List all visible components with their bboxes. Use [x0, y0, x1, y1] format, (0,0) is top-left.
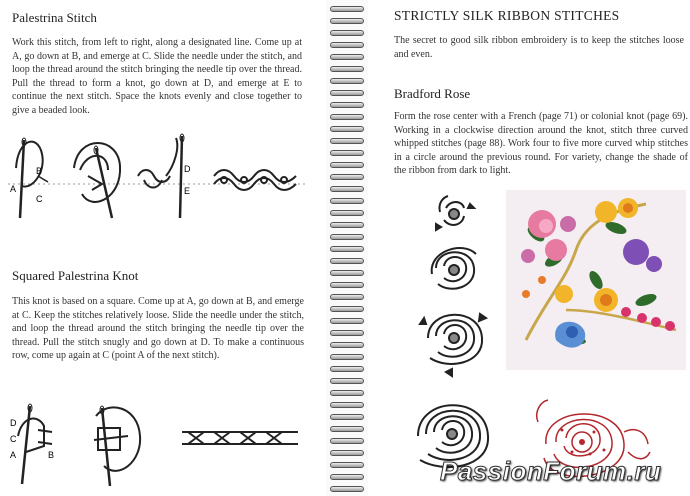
spiral-ring: [330, 114, 364, 120]
label-c: C: [36, 194, 43, 204]
spiral-ring: [330, 30, 364, 36]
spiral-ring: [330, 138, 364, 144]
palestrina-fig-2: [74, 143, 120, 218]
watermark: PassionForum.ru: [440, 456, 662, 486]
spiral-ring: [330, 486, 364, 492]
label-a: A: [10, 184, 17, 194]
spiral-ring: [330, 78, 364, 84]
spiral-ring: [330, 426, 364, 432]
bradford-rose-body: Form the rose center with a French (page 71) or colonial knot (page 69). Working in a clockwise direction around the knot, stitch three curved whipped stitches (page 88). Work four to five more curved whip stitches in a circle around the previous round. For variety, change the shade of the ribbon from dark to light.: [394, 111, 688, 177]
spiral-ring: [330, 210, 364, 216]
spiral-ring: [330, 390, 364, 396]
spiral-ring: [330, 366, 364, 372]
spiral-ring: [330, 222, 364, 228]
spiral-ring: [330, 270, 364, 276]
squared-fig-3: [182, 432, 298, 444]
rose-step-1: [436, 196, 474, 230]
spiral-ring: [330, 6, 364, 12]
spiral-ring: [330, 294, 364, 300]
spiral-ring: [330, 174, 364, 180]
squared-fig-1: [18, 404, 55, 484]
palestrina-stitch-body: Work this stitch, from left to right, along a designated line. Come up at A, go down at B, and emerge at C. Slide the needle under the stitch, and loop the thread around the stitch bringing the needle tip over the thread. Pull the thread to form a knot, go down at D, and emerge at E to continue the next stitch. Space the knots evenly and close together to give a beaded look.: [12, 37, 302, 116]
rose-step-2: [432, 248, 476, 289]
spiral-ring: [330, 198, 364, 204]
spiral-ring: [330, 282, 364, 288]
left-page: [0, 0, 326, 496]
spiral-ring: [330, 42, 364, 48]
palestrina-fig-4: [214, 170, 296, 190]
sq-label-c: C: [10, 434, 17, 444]
label-b: B: [36, 166, 43, 176]
spiral-ring: [330, 450, 364, 456]
palestrina-fig-3: [138, 134, 191, 218]
squared-fig-2: [94, 406, 140, 486]
spiral-ring: [330, 66, 364, 72]
spiral-ring: [330, 246, 364, 252]
spiral-ring: [330, 186, 364, 192]
palestrina-stitch-title: Palestrina Stitch: [12, 10, 97, 25]
squared-palestrina-title: Squared Palestrina Knot: [12, 268, 139, 283]
spiral-ring: [330, 378, 364, 384]
bradford-rose-diagrams: [414, 190, 494, 490]
spiral-ring: [330, 414, 364, 420]
label-d: D: [184, 164, 191, 174]
spiral-ring: [330, 126, 364, 132]
spiral-ring: [330, 102, 364, 108]
palestrina-diagram: [8, 128, 308, 224]
palestrina-fig-1: [10, 138, 48, 218]
sq-label-b: B: [48, 450, 55, 460]
spiral-ring: [330, 330, 364, 336]
spiral-binding: [326, 0, 368, 496]
spiral-ring: [330, 18, 364, 24]
spiral-ring: [330, 234, 364, 240]
bradford-rose-title: Bradford Rose: [394, 86, 471, 101]
spiral-ring: [330, 90, 364, 96]
rose-step-3: [420, 314, 486, 376]
squared-palestrina-diagram: [8, 396, 308, 492]
spiral-ring: [330, 402, 364, 408]
spiral-ring: [330, 318, 364, 324]
spiral-ring: [330, 462, 364, 468]
section-intro: The secret to good silk ribbon embroidery is to keep the stitches loose and even.: [394, 35, 684, 60]
spiral-ring: [330, 342, 364, 348]
spiral-ring: [330, 162, 364, 168]
spiral-ring: [330, 354, 364, 360]
spiral-ring: [330, 150, 364, 156]
spiral-ring: [330, 474, 364, 480]
spiral-ring: [330, 438, 364, 444]
spiral-ring: [330, 306, 364, 312]
label-e: E: [184, 186, 191, 196]
sq-label-d: D: [10, 418, 17, 428]
embroidery-photo: [506, 190, 686, 370]
spiral-ring: [330, 258, 364, 264]
squared-palestrina-body: This knot is based on a square. Come up at A, go down at B, and emerge at C. Keep the stitches relatively loose. Slide the needle under the stitch, and loop the thread around the stitch bringing the needle tip over the thread. Pull the stitch snugly and go down at D. To make a continuous row, come up again at C (point A of the next stitch).: [12, 296, 304, 362]
sq-label-a: A: [10, 450, 17, 460]
section-title: STRICTLY SILK RIBBON STITCHES: [394, 8, 620, 23]
spiral-ring: [330, 54, 364, 60]
